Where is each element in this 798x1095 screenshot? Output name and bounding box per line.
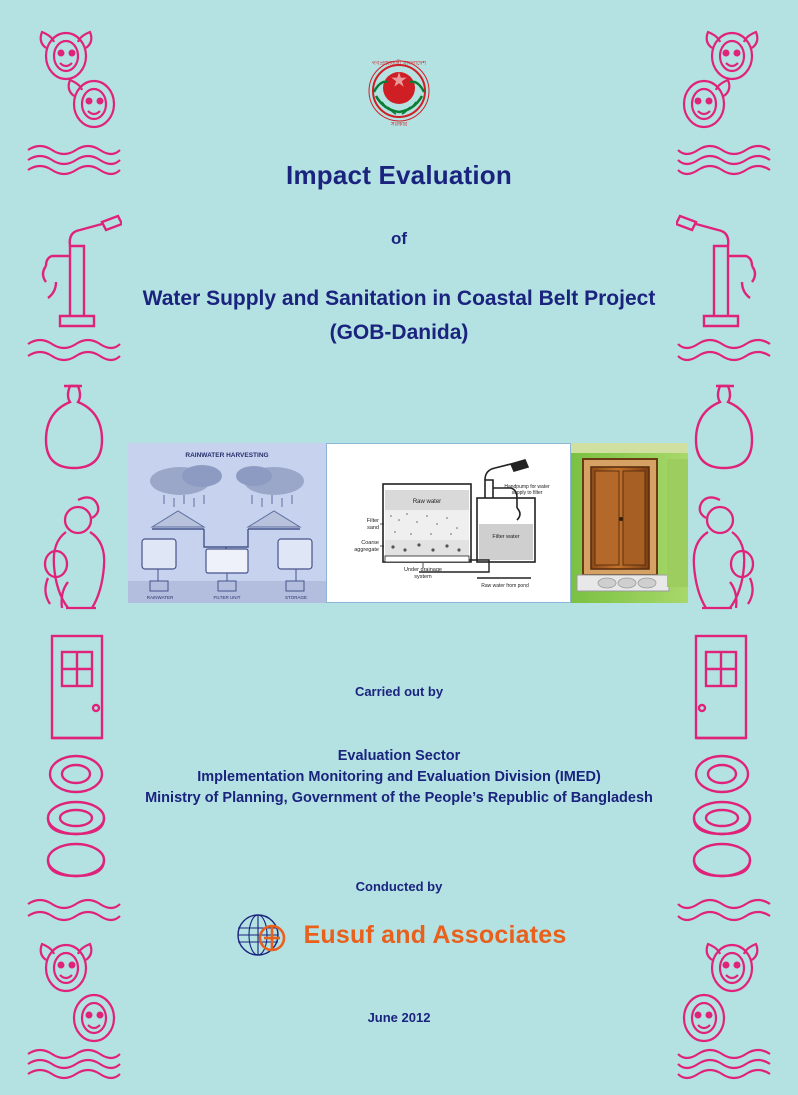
title-block [110, 160, 688, 345]
motif-waves2-icon [26, 336, 122, 366]
motif-waves4-icon [676, 1046, 772, 1086]
project-title-line1: Water Supply and Sanitation in Coastal Belt Project [142, 287, 656, 310]
publication-date: June 2012 [367, 1010, 431, 1025]
org-line-3: Ministry of Planning, Government of the People’s Republic of Bangladesh [145, 790, 653, 806]
svg-text:supply to filter: supply to filter [511, 490, 543, 496]
motif-waves2-icon [676, 336, 772, 366]
svg-text:STORAGE: STORAGE [285, 595, 307, 600]
project-title-line2: (GOB-Danida) [329, 321, 469, 344]
motif-handpump-icon [676, 186, 772, 336]
svg-text:গণপ্রজাতন্ত্রী বাংলাদেশ: গণপ্রজাতন্ত্রী বাংলাদেশ [371, 61, 427, 67]
carried-out-by-label: Carried out by [354, 684, 444, 699]
motif-girls-icon [676, 18, 772, 138]
motif-mother-child-icon [26, 486, 122, 626]
figure-sanitary-latrine [571, 443, 688, 603]
government-emblem-icon [360, 52, 438, 130]
motif-waves4-icon [26, 1046, 122, 1086]
cover-figure-band [128, 443, 688, 603]
motif-waves-icon [676, 140, 772, 180]
svg-text:aggregate: aggregate [354, 547, 379, 553]
motif-handpump-icon [26, 186, 122, 336]
org-line-1: Evaluation Sector [337, 748, 461, 764]
motif-waves-icon [26, 140, 122, 180]
svg-text:RAINWATER: RAINWATER [146, 595, 174, 600]
org-line-2: Implementation Monitoring and Evaluation Division (IMED) [197, 769, 601, 785]
svg-text:system: system [414, 574, 432, 580]
svg-text:sand: sand [367, 525, 379, 531]
motif-mother-child-icon [676, 486, 772, 626]
motif-water-pitcher-icon [676, 370, 772, 480]
consultant-name: Eusuf and Associates [303, 920, 567, 949]
page-title: Impact Evaluation [286, 160, 512, 190]
globe-logo-icon [232, 906, 290, 964]
svg-text:সরকার: সরকার [390, 122, 408, 128]
motif-girls-icon [26, 18, 122, 138]
svg-text:Handpump for water: Handpump for water [504, 484, 550, 490]
svg-text:Filter water: Filter water [492, 534, 520, 540]
figure1-caption: RAINWATER HARVESTING [185, 452, 269, 459]
consultant-logo-row [99, 905, 699, 965]
figure-rainwater-harvesting [128, 443, 326, 603]
svg-text:Under drainage: Under drainage [404, 567, 442, 573]
svg-text:Coarse: Coarse [361, 540, 379, 546]
svg-text:Raw water: Raw water [412, 499, 442, 505]
svg-text:Filter: Filter [366, 518, 379, 524]
conducted-by-label: Conducted by [355, 879, 443, 894]
title-connector: of [390, 229, 408, 248]
organization-block [99, 746, 699, 809]
motif-water-pitcher-icon [26, 370, 122, 480]
svg-text:FILTER UNIT: FILTER UNIT [213, 595, 241, 600]
svg-text:Raw water from pond: Raw water from pond [481, 583, 529, 589]
figure-pond-sand-filter [326, 443, 571, 603]
